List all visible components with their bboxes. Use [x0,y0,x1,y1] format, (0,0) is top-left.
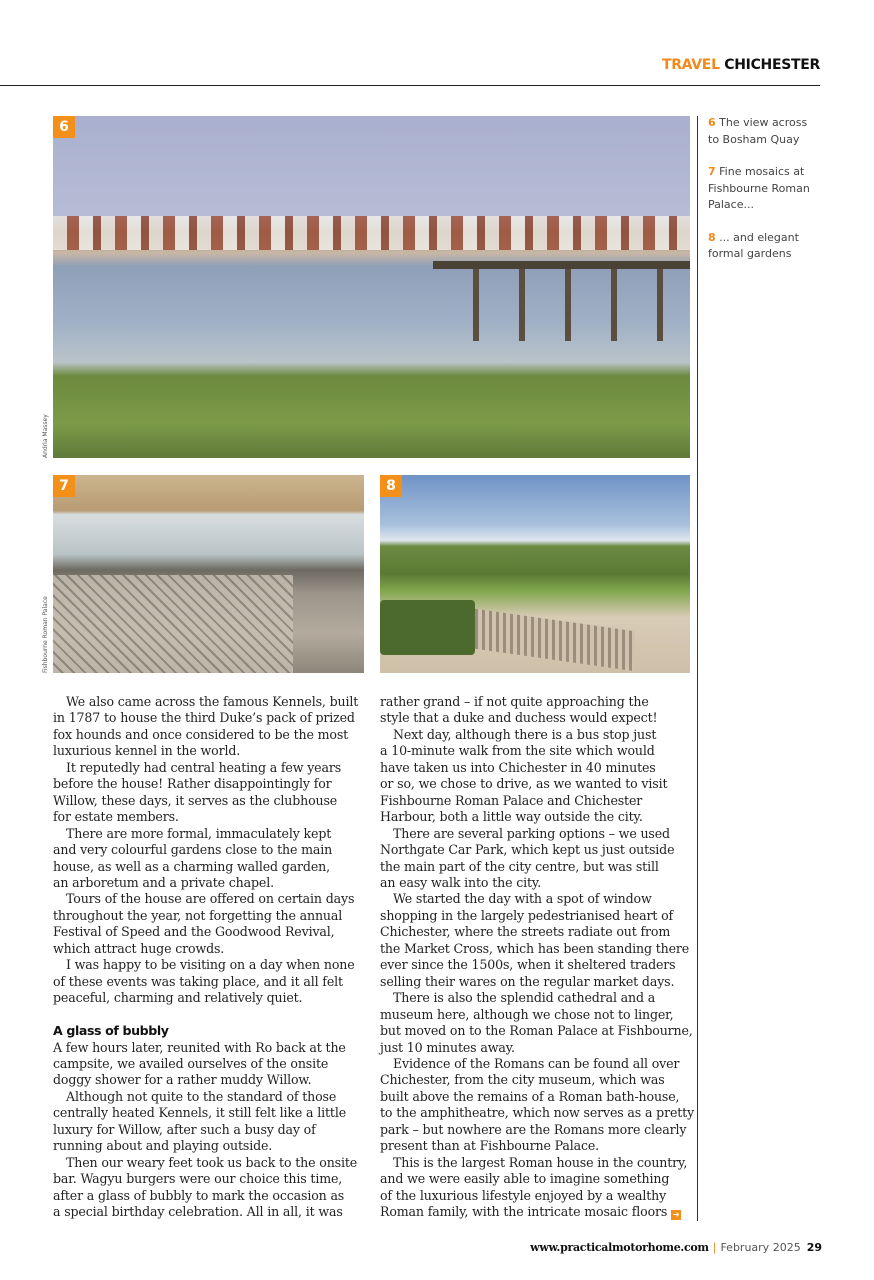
article-line [380,891,692,907]
line-text: after a glass of bubbly to mark the occasion as [53,1187,345,1203]
line-text: museum here, although we chose not to linger, [380,1006,674,1022]
line-text: Harbour, both a little way outside the city. [380,809,643,825]
line-text: and very colourful gardens close to the main [53,842,333,858]
article-line [380,710,692,726]
line-text: of the luxurious lifestyle enjoyed by a wealthy [380,1187,667,1203]
article-line [53,809,353,825]
line-text: A glass of bubbly [53,1023,169,1039]
photo-town-detail [53,216,690,250]
line-text: park – but nowhere are the Romans more clearly [380,1121,687,1137]
line-text: a 10-minute walk from the site which would [380,743,655,759]
footer-separator: | [712,1241,717,1254]
line-text: We also came across the famous Kennels, built [66,694,359,709]
article-line [53,727,353,743]
article-line [53,826,353,842]
article-line [380,1040,692,1056]
line-text: A few hours later, reunited with Ro back at the [53,1039,346,1055]
topic-label: CHICHESTER [724,57,820,73]
caption-number: 7 [708,165,716,178]
article-line [53,1204,353,1220]
article-line [380,809,692,825]
page-footer [530,1241,822,1254]
article-line [53,1122,353,1138]
line-text: house, as well as a charming walled garden, [53,858,330,874]
article-line [380,990,692,1006]
article-line [53,1138,353,1154]
article-line [53,842,353,858]
issue-date: February 2025 [720,1241,801,1254]
photo-mosaic-detail [53,575,293,673]
line-text: Tours of the house are offered on certain days [66,891,355,907]
line-text: ever since the 1500s, when it sheltered traders [380,957,676,973]
line-text: an easy walk into the city. [380,874,542,890]
article-line [380,941,692,957]
page-number: 29 [806,1241,822,1254]
article-line [53,974,353,990]
line-text: Willow, these days, it serves as the clubhouse [53,792,338,808]
line-text: Northgate Car Park, which kept us just outside [380,842,675,858]
article-line [380,727,692,743]
line-text: running about and playing outside. [53,1138,273,1154]
article-line [53,1056,353,1072]
article-line [53,990,353,1006]
line-text: Then our weary feet took us back to the onsite [66,1154,358,1170]
article-line [380,924,692,940]
line-text: the main part of the city centre, but was still [380,858,659,874]
article-line [53,1007,353,1023]
article-line [53,1105,353,1121]
article-line [380,875,692,891]
website-link[interactable]: www.practicalmotorhome.com [530,1241,709,1254]
line-text: Festival of Speed and the Goodwood Revival, [53,924,335,940]
line-text: have taken us into Chichester in 40 minutes [380,759,656,775]
photo-number-badge: 7 [53,475,75,497]
article-line [380,776,692,792]
article-line [380,1056,692,1072]
photo-hedge-detail [380,600,475,655]
line-text: rather grand – if not quite approaching the [380,694,649,709]
article-line [53,875,353,891]
article-line [380,1072,692,1088]
line-text: I was happy to be visiting on a day when none [66,957,355,973]
article-line [53,743,353,759]
caption-text: The view across to Bosham Quay [708,116,808,146]
line-text: centrally heated Kennels, it still felt like a little [53,1105,346,1121]
line-text: to the amphitheatre, which now serves as a pretty [380,1105,695,1121]
article-line [380,826,692,842]
line-text: built above the remains of a Roman bath-house, [380,1088,680,1104]
line-text: but moved on to the Roman Palace at Fishbourne, [380,1023,693,1039]
line-text: There are more formal, immaculately kept [66,825,332,841]
article-line [380,743,692,759]
article-line [53,957,353,973]
article-line [53,924,353,940]
article-line [53,793,353,809]
photo-credit: Andria Massey [42,414,49,458]
caption [708,164,818,214]
article-line [380,1105,695,1121]
article-line [380,760,692,776]
line-text: which attract huge crowds. [53,940,225,956]
article-line [380,1171,692,1187]
line-text: There are several parking options – we used [393,825,670,841]
article-line [380,1188,692,1204]
photo-number-badge: 8 [380,475,402,497]
article-line [53,1188,353,1204]
article-line [380,793,692,809]
article-line [53,1089,353,1105]
line-text: This is the largest Roman house in the country, [393,1154,688,1170]
article-line [53,1154,358,1171]
article-line [380,1089,692,1105]
caption-text: ... and elegant formal gardens [708,230,799,260]
article-line [380,908,692,924]
photo-fence-detail [475,609,635,671]
line-text: It reputedly had central heating a few years [66,759,342,775]
article-line [380,974,692,990]
article-line [380,842,692,858]
caption-text: Fine mosaics at Fishbourne Roman Palace... [708,165,810,211]
article-line [380,1138,692,1154]
article-column-2 [380,694,695,1221]
article-line [53,941,353,957]
article-line [380,1204,692,1220]
line-text: fox hounds and once considered to be the most [53,726,349,742]
photo-credit: Fishbourne Roman Palace [42,596,49,673]
line-text: or so, we chose to drive, as we wanted to visit [380,776,668,792]
article-line [53,710,353,726]
article-line [53,1040,353,1056]
line-text: Next day, although there is a bus stop just [393,726,657,742]
line-text: We started the day with a spot of window [393,891,652,907]
end-arrow-icon: ➜ [672,1210,680,1220]
subheading [53,1023,353,1039]
article-line [53,908,353,924]
article-line [53,760,353,776]
line-text: doggy shower for a rather muddy Willow. [53,1072,312,1088]
line-text: Although not quite to the standard of those [66,1088,337,1104]
line-text: Roman family, with the intricate mosaic floors [380,1204,668,1220]
photo-number-badge: 6 [53,116,75,138]
photo-roman-mosaics [53,475,364,673]
line-text: shopping in the largely pedestrianised heart of [380,907,674,923]
article-line [53,1171,353,1187]
article-line [380,694,692,710]
header-divider [0,85,820,86]
line-text: present than at Fishbourne Palace. [380,1138,600,1154]
article-line [53,859,353,875]
line-text: throughout the year, not forgetting the annual [53,907,343,923]
line-text: a special birthday celebration. All in all, it was [53,1204,343,1220]
line-text: campsite, we availed ourselves of the onsite [53,1055,329,1071]
caption [708,230,818,263]
article-line [380,1122,692,1138]
photo-formal-gardens [380,475,690,673]
caption-divider [697,116,698,1221]
article-line [380,859,692,875]
caption-number: 6 [708,116,716,129]
section-label: TRAVEL [661,57,720,73]
section-header [662,57,820,73]
line-text: for estate members. [53,809,179,825]
photo-captions [708,115,818,279]
caption-number: 8 [708,230,716,244]
line-text: Fishbourne Roman Palace and Chichester [380,792,643,808]
line-text: and we were easily able to imagine something [380,1171,670,1187]
line-text: luxurious kennel in the world. [53,743,241,759]
article-column-1 [53,694,359,1220]
article-line [380,957,692,973]
line-text: luxury for Willow, after such a busy day of [53,1121,316,1137]
line-text: style that a duke and duchess would expect! [380,710,658,726]
line-text: an arboretum and a private chapel. [53,874,274,890]
line-text: before the house! Rather disappointingly for [53,776,332,792]
line-text: just 10 minutes away. [380,1039,515,1055]
line-text: in 1787 to house the third Duke’s pack of prized [53,710,355,726]
article-line [380,1007,692,1023]
article-line [53,1072,353,1088]
line-text: the Market Cross, which has been standing there [380,940,690,956]
photo-bosham-quay [53,116,690,458]
line-text: Evidence of the Romans can be found all over [393,1055,680,1071]
article-line [380,1023,692,1039]
line-text: selling their wares on the regular market days. [380,973,675,989]
article-line [53,694,359,710]
article-line [380,1155,692,1171]
line-text: Chichester, from the city museum, which was [380,1072,665,1088]
line-text: Chichester, where the streets radiate out from [380,924,671,940]
line-text: peaceful, charming and relatively quiet. [53,990,303,1006]
line-text: of these events was taking place, and it all felt [53,973,343,989]
article-line [53,891,353,907]
caption [708,115,818,148]
article-line [53,776,353,792]
line-text: There is also the splendid cathedral and a [393,990,656,1006]
line-text: bar. Wagyu burgers were our choice this time, [53,1171,343,1187]
photo-jetty-detail [433,261,690,341]
